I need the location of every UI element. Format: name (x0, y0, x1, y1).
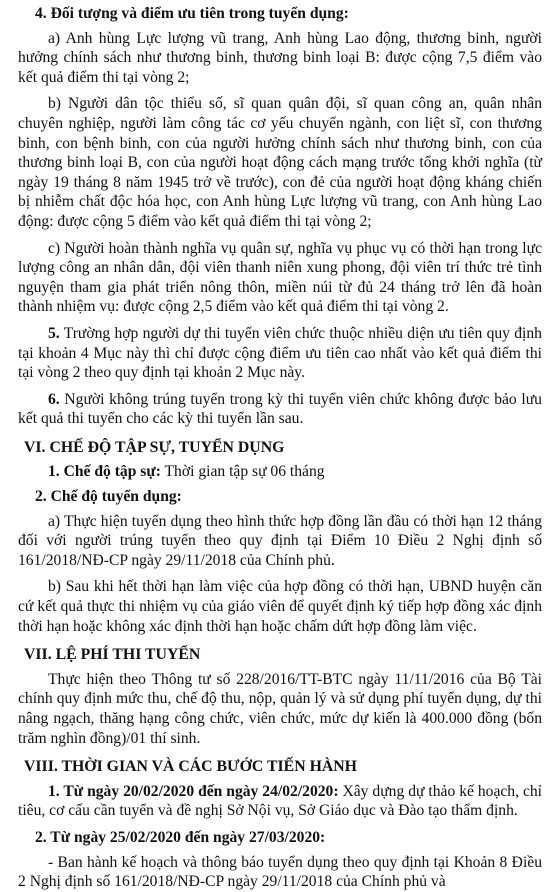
section-8-step-1-label: 1. Từ ngày 20/02/2020 đến ngày 24/02/2020: (48, 782, 339, 800)
section-4-item-c: c) Người hoàn thành nghĩa vụ quân sự, nghĩa vụ phục vụ có thời hạn trong lực lượng công an nhân dân, đội viên thanh niên xung phong, đội viên trí thức trẻ tình nguyện tham gia phát triển nông thôn, miền núi từ đủ 24 tháng trở lên đã hoàn thành nhiệm vụ: được cộng 2,5 điểm vào kết quả điểm thi tại vòng 2. (18, 239, 542, 316)
item-6-text: Người không trúng tuyển trong kỳ thi tuyển viên chức không được bảo lưu kết quả thi tuyển cho các kỳ thi tuyển lần sau. (18, 390, 542, 428)
section-6-sub-1-text: Thời gian tập sự 06 tháng (160, 463, 325, 481)
item-6-paragraph (18, 390, 542, 429)
item-5-text: Trường hợp người dự thi tuyển viên chức thuộc nhiều diện ưu tiên quy định tại khoản 4 Mục này thì chỉ được cộng điểm ưu tiên cao nhất vào kết quả điểm thi tại vòng 2 theo quy định tại khoản 2 Mục này. (18, 324, 542, 382)
section-6-sub-1 (18, 462, 542, 482)
section-6-item-a: a) Thực hiện tuyển dụng theo hình thức hợp đồng lần đầu có thời hạn 12 tháng đối với người trúng tuyển theo quy định tại Điểm 10 Điều 2 Nghị định số 161/2018/NĐ-CP ngày 29/11/2018 của Chính phủ. (18, 512, 542, 569)
section-6-item-b: b) Sau khi hết thời hạn làm việc của hợp đồng có thời hạn, UBND huyện căn cứ kết quả thực thi nhiệm vụ của giáo viên để quyết định ký tiếp hợp đồng xác định thời hạn hoặc không xác định thời hạn hoặc chấm dứt hợp đồng làm việc. (18, 578, 542, 635)
item-5-number: 5. (48, 324, 60, 342)
section-8-heading: VIII. THỜI GIAN VÀ CÁC BƯỚC TIẾN HÀNH (24, 758, 357, 776)
section-6-heading: VI. CHẾ ĐỘ TẬP SỰ, TUYỂN DỤNG (24, 438, 285, 456)
section-6-sub-2-heading: 2. Chế độ tuyển dụng: (35, 488, 182, 506)
section-8-step-2-text: - Ban hành kế hoạch và thông báo tuyển dụng theo quy định tại Khoản 8 Điều 2 Nghị định số 161/2018/NĐ-CP ngày 29/11/2018 của Chính phủ và (18, 853, 542, 891)
section-6-sub-1-label: 1. Chế độ tập sự: (48, 463, 161, 481)
section-4-item-a: a) Anh hùng Lực lượng vũ trang, Anh hùng Lao động, thương binh, người hưởng chính sách như thương binh, thương binh loại B: được cộng 7,5 điểm vào kết quả điểm thi tại vòng 2; (18, 29, 542, 86)
section-8-step-1-text: Xây dựng dự thảo kế hoạch, chỉ tiêu, cơ cấu cần tuyển và đề nghị Sở Nội vụ, Sở Giáo dục và Đào tạo thẩm định. (18, 782, 542, 820)
item-6-number: 6. (48, 390, 60, 408)
section-8-step-2-heading: 2. Từ ngày 25/02/2020 đến ngày 27/03/2020: (35, 828, 326, 846)
section-4-heading: 4. Đối tượng và điểm ưu tiên trong tuyển dụng: (35, 5, 349, 22)
section-7-text: Thực hiện theo Thông tư số 228/2016/TT-BTC ngày 11/11/2016 của Bộ Tài chính quy định mức thu, chế độ thu, nộp, quản lý và sử dụng phí tuyển dụng, dự thi nâng ngạch, thăng hạng công chức, viên chức, mức dự kiến là 400.000 đồng (bốn trăm nghìn đồng)/01 thí sinh. (18, 670, 542, 747)
section-4-item-b: b) Người dân tộc thiểu số, sĩ quan quân đội, sĩ quan công an, quân nhân chuyên nghiệp, người làm công tác cơ yếu chuyển ngành, con liệt sĩ, con thương binh, con bệnh binh, con của người hưởng chính sách như thương binh, con của thương binh loại B, con của người hoạt động cách mạng trước tổng khởi nghĩa (từ ngày 19 tháng 8 năm 1945 trở về trước), con đẻ của người hoạt động kháng chiến bị nhiễm chất độc hóa học, con Anh hùng Lực lượng vũ trang, con Anh hùng Lao động: được cộng 5 điểm vào kết quả điểm thi tại vòng 2; (18, 95, 542, 230)
section-7-heading: VII. LỆ PHÍ THI TUYỂN (24, 646, 201, 664)
section-8-step-1 (18, 782, 542, 821)
item-5-paragraph (18, 324, 542, 383)
